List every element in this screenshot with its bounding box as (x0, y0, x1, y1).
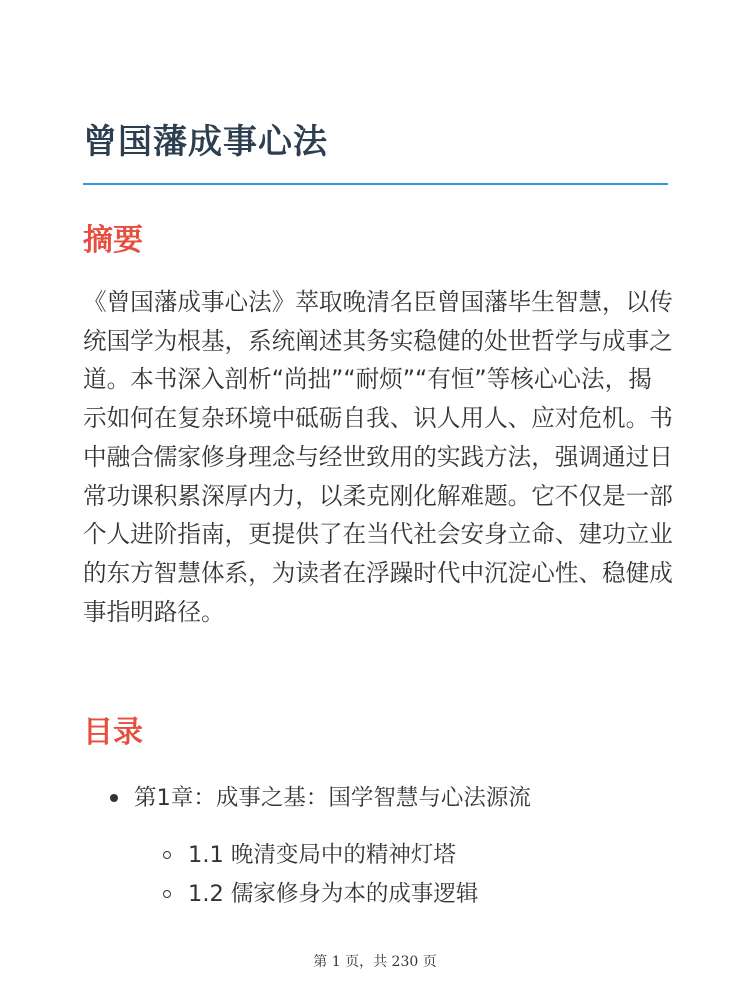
toc-section-label[interactable]: 1.1 晚清变局中的精神灯塔 (188, 842, 456, 868)
toc-chapter-label[interactable]: 第1章：成事之基：国学智慧与心法源流 (134, 785, 531, 811)
bullet-circle-icon (163, 890, 171, 898)
toc-heading: 目录 (83, 715, 143, 750)
toc-section-label[interactable]: 1.2 儒家修身为本的成事逻辑 (188, 881, 479, 907)
title-divider (83, 183, 668, 185)
bullet-disc-icon (110, 794, 118, 802)
abstract-heading: 摘要 (83, 223, 143, 258)
page-footer: 第 1 页，共 230 页 (313, 954, 437, 970)
document-title: 曾国藩成事心法 (83, 122, 328, 162)
bullet-circle-icon (163, 851, 171, 859)
abstract-paragraph: 《曾国藩成事心法》萃取晚清名臣曾国藩毕生智慧，以传统国学为根基，系统阐述其务实稳健的处世哲学与成事之道。本书深入剖析“尚拙”“耐烦”“有恒”等核心心法，揭示如何在复杂环境中砥砺自我、识人用人、应对危机。书中融合儒家修身理念与经世致用的实践方法，强调通过日常功课积累深厚内力，以柔克刚化解难题。它不仅是一部个人进阶指南，更提供了在当代社会安身立命、建功立业的东方智慧体系，为读者在浮躁时代中沉淀心性、稳健成事指明路径。 (83, 288, 673, 626)
